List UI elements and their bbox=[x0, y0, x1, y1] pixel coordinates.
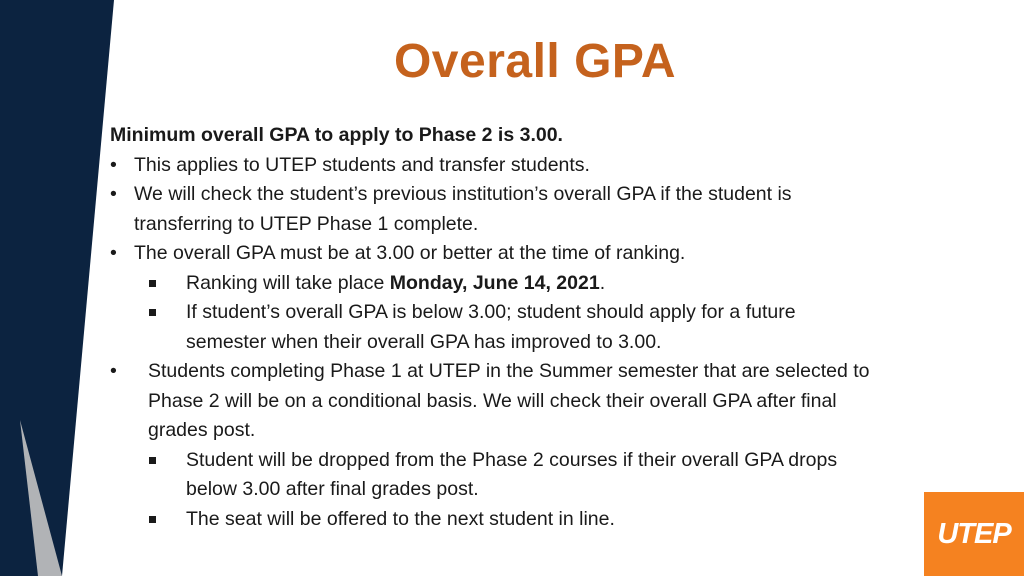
sub-list-item: Ranking will take place Monday, June 14, 2021. bbox=[110, 269, 990, 299]
list-item: • We will check the student’s previous institution’s overall GPA if the student is bbox=[110, 180, 990, 210]
logo-text: UTEP bbox=[937, 517, 1011, 550]
navy-panel bbox=[0, 0, 114, 576]
square-bullet-icon bbox=[149, 457, 156, 464]
square-bullet-icon bbox=[149, 309, 156, 316]
ranking-date: Monday, June 14, 2021 bbox=[389, 271, 600, 294]
slide-content bbox=[110, 121, 990, 534]
list-item-continuation: transferring to UTEP Phase 1 complete. bbox=[134, 212, 479, 235]
bullet-icon: • bbox=[110, 153, 117, 176]
bullet-icon: • bbox=[110, 242, 117, 264]
square-bullet-icon bbox=[149, 280, 156, 287]
list-item: • The overall GPA must be at 3.00 or better at the time of ranking. bbox=[110, 239, 990, 269]
page-title: Overall GPA bbox=[393, 35, 677, 88]
list-item-continuation: grades post. bbox=[148, 419, 256, 441]
list-item-continuation: Phase 2 will be on a conditional basis. We will check their overall GPA after final bbox=[148, 389, 837, 412]
square-bullet-icon bbox=[149, 516, 156, 523]
sub-list-item: Student will be dropped from the Phase 2 courses if their overall GPA drops bbox=[110, 446, 990, 476]
sub-list-item-continuation: semester when their overall GPA has improved to 3.00. bbox=[186, 330, 662, 353]
list-item: • This applies to UTEP students and transfer students. bbox=[110, 151, 990, 181]
intro-text: Minimum overall GPA to apply to Phase 2 is 3.00. bbox=[110, 124, 563, 146]
sub-list-item: The seat will be offered to the next student in line. bbox=[110, 505, 990, 535]
bullet-icon: • bbox=[110, 360, 117, 382]
sub-list-item: If student’s overall GPA is below 3.00; student should apply for a future bbox=[110, 298, 990, 328]
bullet-icon: • bbox=[110, 183, 117, 205]
utep-logo bbox=[924, 492, 1024, 576]
list-item: • Students completing Phase 1 at UTEP in the Summer semester that are selected to bbox=[110, 357, 990, 387]
sub-list-item-continuation: below 3.00 after final grades post. bbox=[186, 478, 479, 500]
